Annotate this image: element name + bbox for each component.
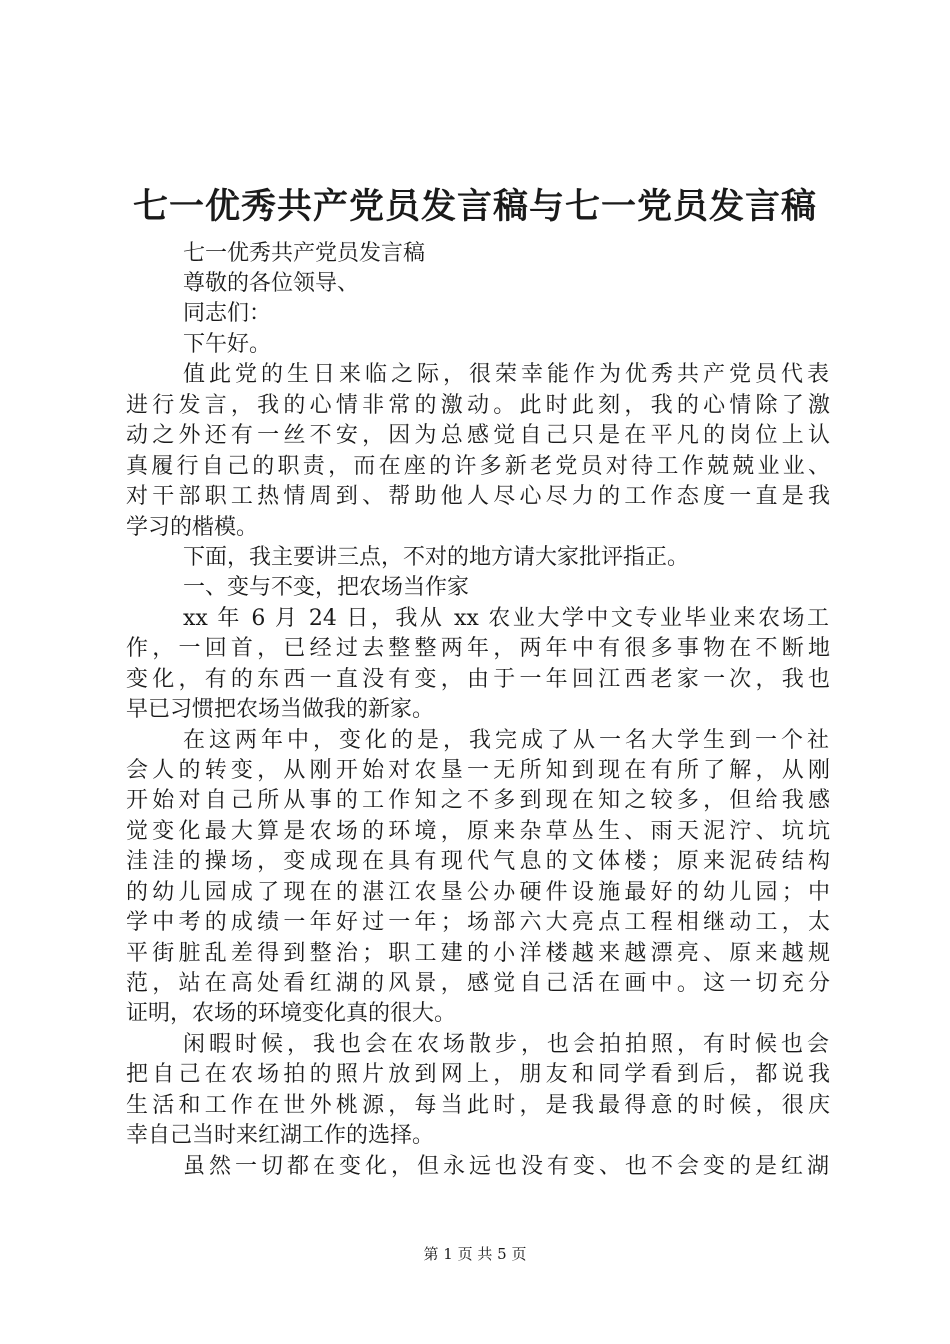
paragraph-line: 进行发言，我的心情非常的激动。此时此刻，我的心情除了激 bbox=[126, 393, 830, 418]
paragraph-line: 动之外还有一丝不安，因为总感觉自己只是在平凡的岗位上认 bbox=[126, 423, 830, 448]
document-title: 七一优秀共产党员发言稿与七一党员发言稿 bbox=[132, 186, 817, 227]
salutation-line: 同志们： bbox=[183, 301, 272, 326]
paragraph-line: 在这两年中，变化的是，我完成了从一名大学生到一个社 bbox=[183, 728, 829, 753]
paragraph-line: 下面，我主要讲三点，不对的地方请大家批评指正。 bbox=[183, 545, 690, 570]
salutation-line: 尊敬的各位领导、 bbox=[183, 271, 360, 296]
paragraph-line: 觉变化最大算是农场的环境，原来杂草丛生、雨天泥泞、坑坑 bbox=[126, 819, 830, 844]
paragraph-line: 幸自己当时来红湖工作的选择。 bbox=[126, 1123, 435, 1148]
paragraph-line: 把自己在农场拍的照片放到网上，朋友和同学看到后，都说我 bbox=[126, 1062, 830, 1087]
paragraph-line: 真履行自己的职责，而在座的许多新老党员对待工作兢兢业业、 bbox=[126, 454, 830, 479]
paragraph-line: 对干部职工热情周到、帮助他人尽心尽力的工作态度一直是我 bbox=[126, 484, 830, 509]
paragraph-line: 虽然一切都在变化，但永远也没有变、也不会变的是红湖 bbox=[183, 1154, 829, 1179]
paragraph-line: 范，站在高处看红湖的风景，感觉自己活在画中。这一切充分 bbox=[126, 971, 830, 996]
paragraph-line: 生活和工作在世外桃源，每当此时，是我最得意的时候，很庆 bbox=[126, 1093, 830, 1118]
paragraph-line: 闲暇时候，我也会在农场散步，也会拍拍照，有时候也会 bbox=[183, 1032, 829, 1057]
paragraph-line: 的幼儿园成了现在的湛江农垦公办硬件设施最好的幼儿园；中 bbox=[126, 880, 830, 905]
greeting-line: 下午好。 bbox=[183, 332, 272, 357]
paragraph-line: 会人的转变，从刚开始对农垦一无所知到现在有所了解，从刚 bbox=[126, 758, 830, 783]
paragraph-line: 变化，有的东西一直没有变，由于一年回江西老家一次，我也 bbox=[126, 667, 830, 692]
paragraph-line: 学习的楷模。 bbox=[126, 515, 259, 540]
section-heading: 一、变与不变，把农场当作家 bbox=[183, 575, 470, 600]
paragraph-line: xx 年 6 月 24 日，我从 xx 农业大学中文专业毕业来农场工 bbox=[183, 606, 829, 631]
paragraph-line: 早已习惯把农场当做我的新家。 bbox=[126, 697, 435, 722]
paragraph-line: 证明，农场的环境变化真的很大。 bbox=[126, 1001, 457, 1026]
paragraph-line: 学中考的成绩一年好过一年；场部六大亮点工程相继动工，太 bbox=[126, 910, 830, 935]
document-body bbox=[0, 210, 950, 1210]
paragraph-line: 平街脏乱差得到整治；职工建的小洋楼越来越漂亮、原来越规 bbox=[126, 941, 830, 966]
paragraph-line: 作，一回首，已经过去整整两年，两年中有很多事物在不断地 bbox=[126, 636, 830, 661]
page-number: 第 1 页 共 5 页 bbox=[423, 1245, 527, 1263]
paragraph-line: 开始对自己所从事的工作知之不多到现在知之较多，但给我感 bbox=[126, 788, 830, 813]
subtitle-line: 七一优秀共产党员发言稿 bbox=[183, 241, 426, 266]
paragraph-line: 值此党的生日来临之际，很荣幸能作为优秀共产党员代表 bbox=[183, 362, 829, 387]
paragraph-line: 洼洼的操场，变成现在具有现代气息的文体楼；原来泥砖结构 bbox=[126, 849, 830, 874]
